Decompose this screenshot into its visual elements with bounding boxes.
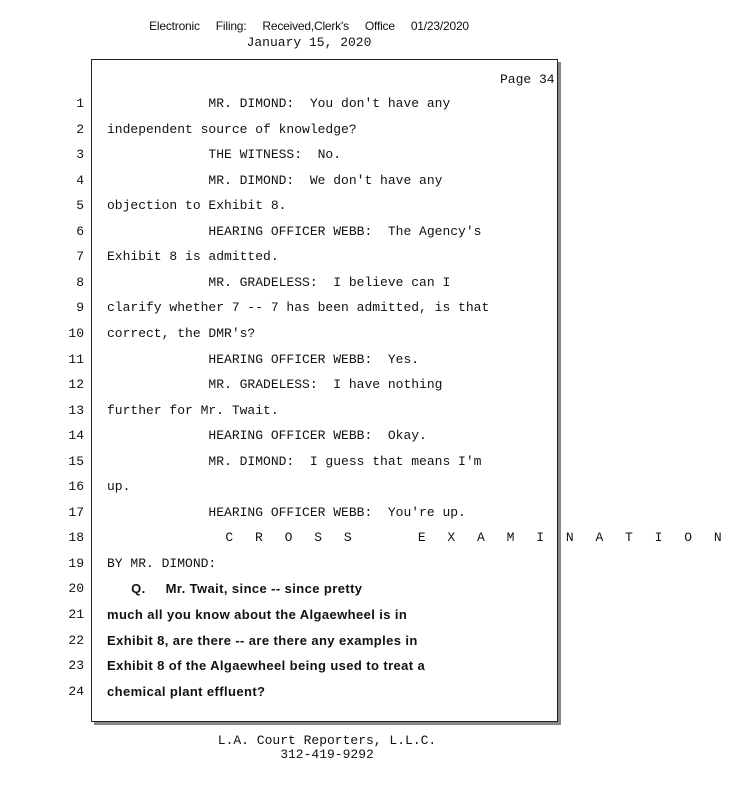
filing-word-3: Received,Clerk's [262, 19, 349, 33]
line-number: 8 [76, 275, 84, 290]
line-text: HEARING OFFICER WEBB: The Agency's [107, 224, 482, 239]
page-number: Page 34 [500, 72, 555, 87]
line-text: correct, the DMR's? [107, 326, 256, 341]
line-number: 21 [68, 607, 84, 622]
line-number: 14 [68, 428, 84, 443]
filing-stamp [0, 19, 618, 33]
filing-word-4: Office [364, 19, 395, 33]
line-number: 1 [76, 96, 84, 111]
line-text: Exhibit 8, are there -- are there any examples in [107, 633, 418, 648]
reporter-phone: 312-419-9292 [280, 747, 374, 762]
reporter-company: L.A. Court Reporters, L.L.C. [217, 733, 437, 748]
line-text: independent source of knowledge? [107, 122, 357, 137]
line-text: further for Mr. Twait. [107, 403, 279, 418]
line-number: 22 [68, 633, 84, 648]
filing-word-5: 01/23/2020 [410, 19, 469, 33]
line-text: chemical plant effluent? [107, 684, 266, 699]
line-number: 12 [68, 377, 84, 392]
line-number: 19 [68, 556, 84, 571]
line-number: 24 [68, 684, 84, 699]
line-number: 9 [76, 300, 84, 315]
line-text: MR. GRADELESS: I have nothing [107, 377, 443, 392]
line-number: 16 [68, 479, 84, 494]
line-number: 23 [68, 658, 84, 673]
line-text: much all you know about the Algaewheel is in [107, 607, 408, 622]
line-number: 13 [68, 403, 84, 418]
line-number: 17 [68, 505, 84, 520]
line-number: 6 [76, 224, 84, 239]
line-text: objection to Exhibit 8. [107, 198, 287, 213]
line-text: C R O S S E X A M I N A T I O N [107, 530, 729, 545]
filing-word-2: Filing: [215, 19, 247, 33]
line-text: Exhibit 8 is admitted. [107, 249, 279, 264]
line-number: 7 [76, 249, 84, 264]
line-number: 4 [76, 173, 84, 188]
line-number: 11 [68, 352, 84, 367]
line-text: MR. DIMOND: I guess that means I'm [107, 454, 482, 469]
line-text: BY MR. DIMOND: [107, 556, 217, 571]
line-number: 3 [76, 147, 84, 162]
line-text: MR. GRADELESS: I believe can I [107, 275, 451, 290]
line-number: 2 [76, 122, 84, 137]
line-text: THE WITNESS: No. [107, 147, 342, 162]
line-number: 18 [68, 530, 84, 545]
line-text: clarify whether 7 -- 7 has been admitted, is that [107, 300, 490, 315]
line-text: HEARING OFFICER WEBB: Okay. [107, 428, 427, 443]
line-text: HEARING OFFICER WEBB: You're up. [107, 505, 466, 520]
line-text: MR. DIMOND: We don't have any [107, 173, 443, 188]
line-text: Q. Mr. Twait, since -- since pretty [107, 581, 363, 596]
hearing-date: January 15, 2020 [246, 35, 372, 50]
line-number: 5 [76, 198, 84, 213]
line-text: up. [107, 479, 131, 494]
line-number: 10 [68, 326, 84, 341]
line-number: 15 [68, 454, 84, 469]
filing-word-1: Electronic [149, 19, 200, 33]
line-text: Exhibit 8 of the Algaewheel being used to treat a [107, 658, 426, 673]
line-text: HEARING OFFICER WEBB: Yes. [107, 352, 420, 367]
line-text: MR. DIMOND: You don't have any [107, 96, 451, 111]
line-number: 20 [68, 581, 84, 596]
